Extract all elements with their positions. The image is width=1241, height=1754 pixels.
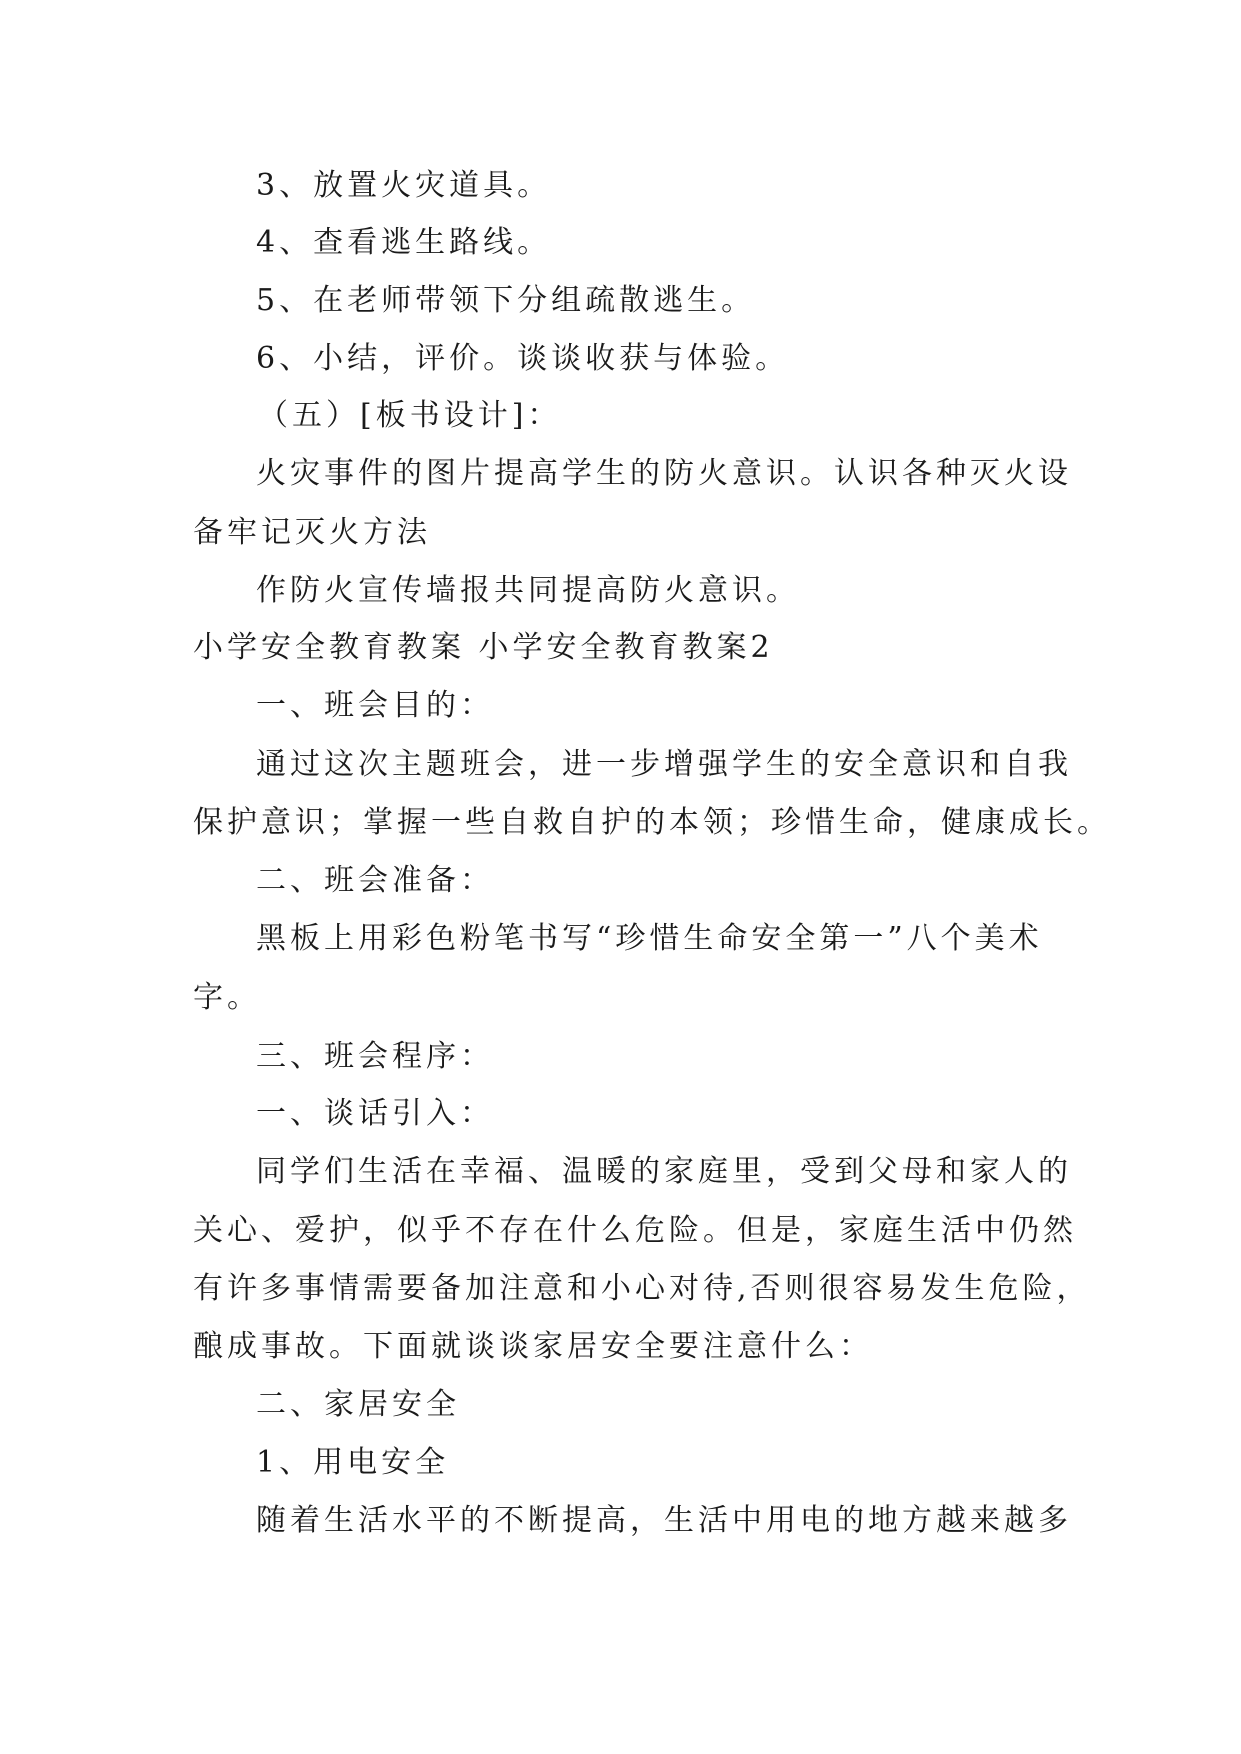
document-title: 小学安全教育教案 小学安全教育教案2 [193, 630, 774, 665]
section-heading: 三、班会程序： [256, 1039, 494, 1074]
section-heading: 一、谈话引入： [256, 1096, 494, 1131]
paragraph-line: 随着生活水平的不断提高，生活中用电的地方越来越多 [256, 1503, 1072, 1538]
list-item: 5、在老师带领下分组疏散逃生。 [256, 283, 756, 318]
paragraph-line: 火灾事件的图片提高学生的防火意识。认识各种灭火设 [256, 456, 1072, 491]
paragraph-line: 同学们生活在幸福、温暖的家庭里，受到父母和家人的 [256, 1154, 1072, 1189]
section-heading: （五）[板书设计]： [258, 398, 562, 433]
section-heading: 二、班会准备： [256, 863, 494, 898]
paragraph-line: 作防火宣传墙报共同提高防火意识。 [256, 573, 800, 608]
paragraph-line: 关心、爱护，似乎不存在什么危险。但是，家庭生活中仍然 [193, 1213, 1077, 1248]
paragraph-line: 通过这次主题班会，进一步增强学生的安全意识和自我 [256, 747, 1072, 782]
list-item: 3、放置火灾道具。 [256, 168, 552, 203]
list-item: 6、小结，评价。谈谈收获与体验。 [256, 341, 790, 376]
section-heading: 一、班会目的： [256, 688, 494, 723]
section-heading: 二、家居安全 [256, 1387, 460, 1422]
paragraph-line: 备牢记灭火方法 [193, 515, 431, 550]
paragraph-line: 保护意识；掌握一些自救自护的本领；珍惜生命，健康成长。 [193, 805, 1111, 840]
paragraph-line: 有许多事情需要备加注意和小心对待,否则很容易发生危险， [193, 1271, 1091, 1306]
section-heading: 1、用电安全 [256, 1445, 450, 1480]
list-item: 4、查看逃生路线。 [256, 225, 552, 260]
paragraph-line: 字。 [193, 980, 261, 1015]
paragraph-line: 黑板上用彩色粉笔书写“珍惜生命安全第一”八个美术 [256, 921, 1043, 956]
paragraph-line: 酿成事故。下面就谈谈家居安全要注意什么： [193, 1329, 873, 1364]
